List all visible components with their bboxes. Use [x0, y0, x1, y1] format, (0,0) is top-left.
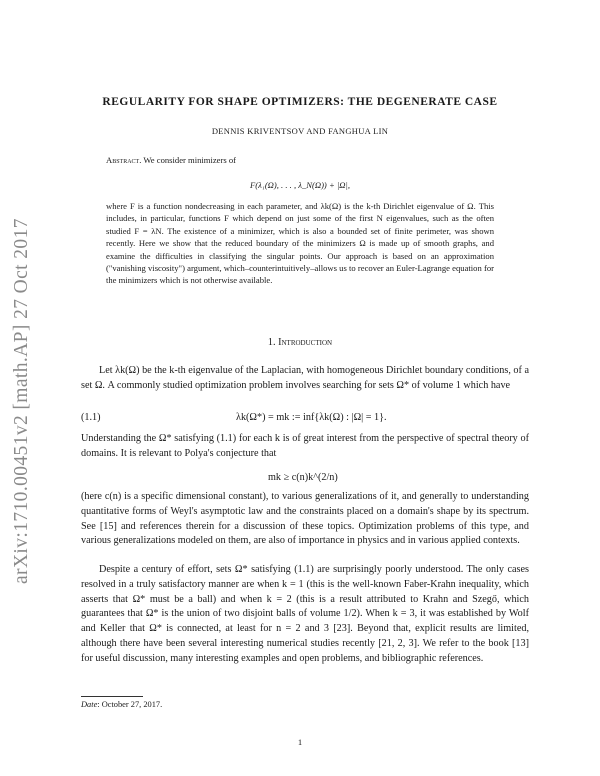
intro-paragraph-1: Let λk(Ω) be the k-th eigenvalue of the Laplacian, with homogeneous Dirichlet boundary conditions, of a set Ω. A commonly studied optimization problem involves searching for sets Ω* of volume 1 which have [81, 365, 529, 391]
equation-body: λk(Ω*) = mk := inf{λk(Ω) : |Ω| = 1}. [236, 412, 387, 423]
abstract-intro-text: We consider minimizers of [143, 155, 236, 165]
footnote-rule [81, 696, 143, 697]
footnote-label: Date [81, 700, 98, 709]
intro-paragraph-3: (here c(n) is a specific dimensional constant), to various generalizations of it, and generally to understanding quantitative forms of Weyl's asymptotic law and the constraints placed on a domain's shape by its spectrum. See [15] and references therein for a discussion of these topics. Optimization problems of this type, and various generalizations modeled on them, are also of importance in physics and in various applied contexts. [81, 491, 529, 547]
footnote-date [81, 700, 162, 709]
section-heading [60, 337, 540, 348]
intro-paragraph-2: Understanding the Ω* satisfying (1.1) for each k is of great interest from the perspective of spectral theory of domains. It is relevant to Polya's conjecture that [81, 433, 529, 459]
polya-inequality: mk ≥ c(n)k^(2/n) [268, 472, 338, 483]
paper-authors: DENNIS KRIVENTSOV AND FANGHUA LIN [211, 126, 389, 136]
section-number: 1. [267, 337, 276, 348]
abstract-intro [106, 154, 494, 166]
arxiv-identifier: arXiv:1710.00451v2 [math.AP] 27 Oct 2017 [11, 218, 32, 584]
abstract-body: where F is a function nondecreasing in each parameter, and λk(Ω) is the k-th Dirichlet eigenvalue of Ω. This includes, in particular, functions F which depend on just some of the first N eigenvalues, such as the often studied F = λN. The existence of a minimizer, which is also a bounded set of finite perimeter, was shown recently. Here we show that the reduced boundary of the minimizers Ω is made up of smooth graphs, and examine the difficulties in classifying the singular points. Our approach is based on an approximation ("vanishing viscosity") argument, which–counterintuitively–allows us to recover an Euler-Lagrange equation for the minimizers which is not otherwise available. [106, 201, 494, 286]
abstract-formula: F(λ₁(Ω), . . . , λ_N(Ω)) + |Ω|, [250, 180, 350, 190]
equation-label: (1.1) [81, 412, 101, 423]
paper-title: REGULARITY FOR SHAPE OPTIMIZERS: THE DEGENERATE CASE [102, 96, 498, 108]
intro-paragraph-4: Despite a century of effort, sets Ω* satisfying (1.1) are surprisingly poorly understood. The only cases resolved in a truly satisfactory manner are when k = 1 (this is the well-known Faber-Krahn inequality, which asserts that Ω* must be a ball) and when k = 2 (this is a result attributed to Krahn and Szegő, which guarantees that Ω* is the union of two disjoint balls of volume 1/2). When k = 3, it was established by Wolf and Keller that Ω* is connected, at least for n = 2 and 3 [23]. Beyond that, explicit results are limited, although there have been several interesting numerical studies recently [21, 2, 3]. We refer to the book [13] for useful discussion, many interesting examples and open problems, and bibliographic references. [81, 564, 529, 664]
abstract-heading: Abstract. [106, 155, 142, 165]
section-title: Introduction [278, 337, 333, 348]
footnote-text: : October 27, 2017. [97, 700, 163, 709]
page-number: 1 [297, 737, 303, 747]
